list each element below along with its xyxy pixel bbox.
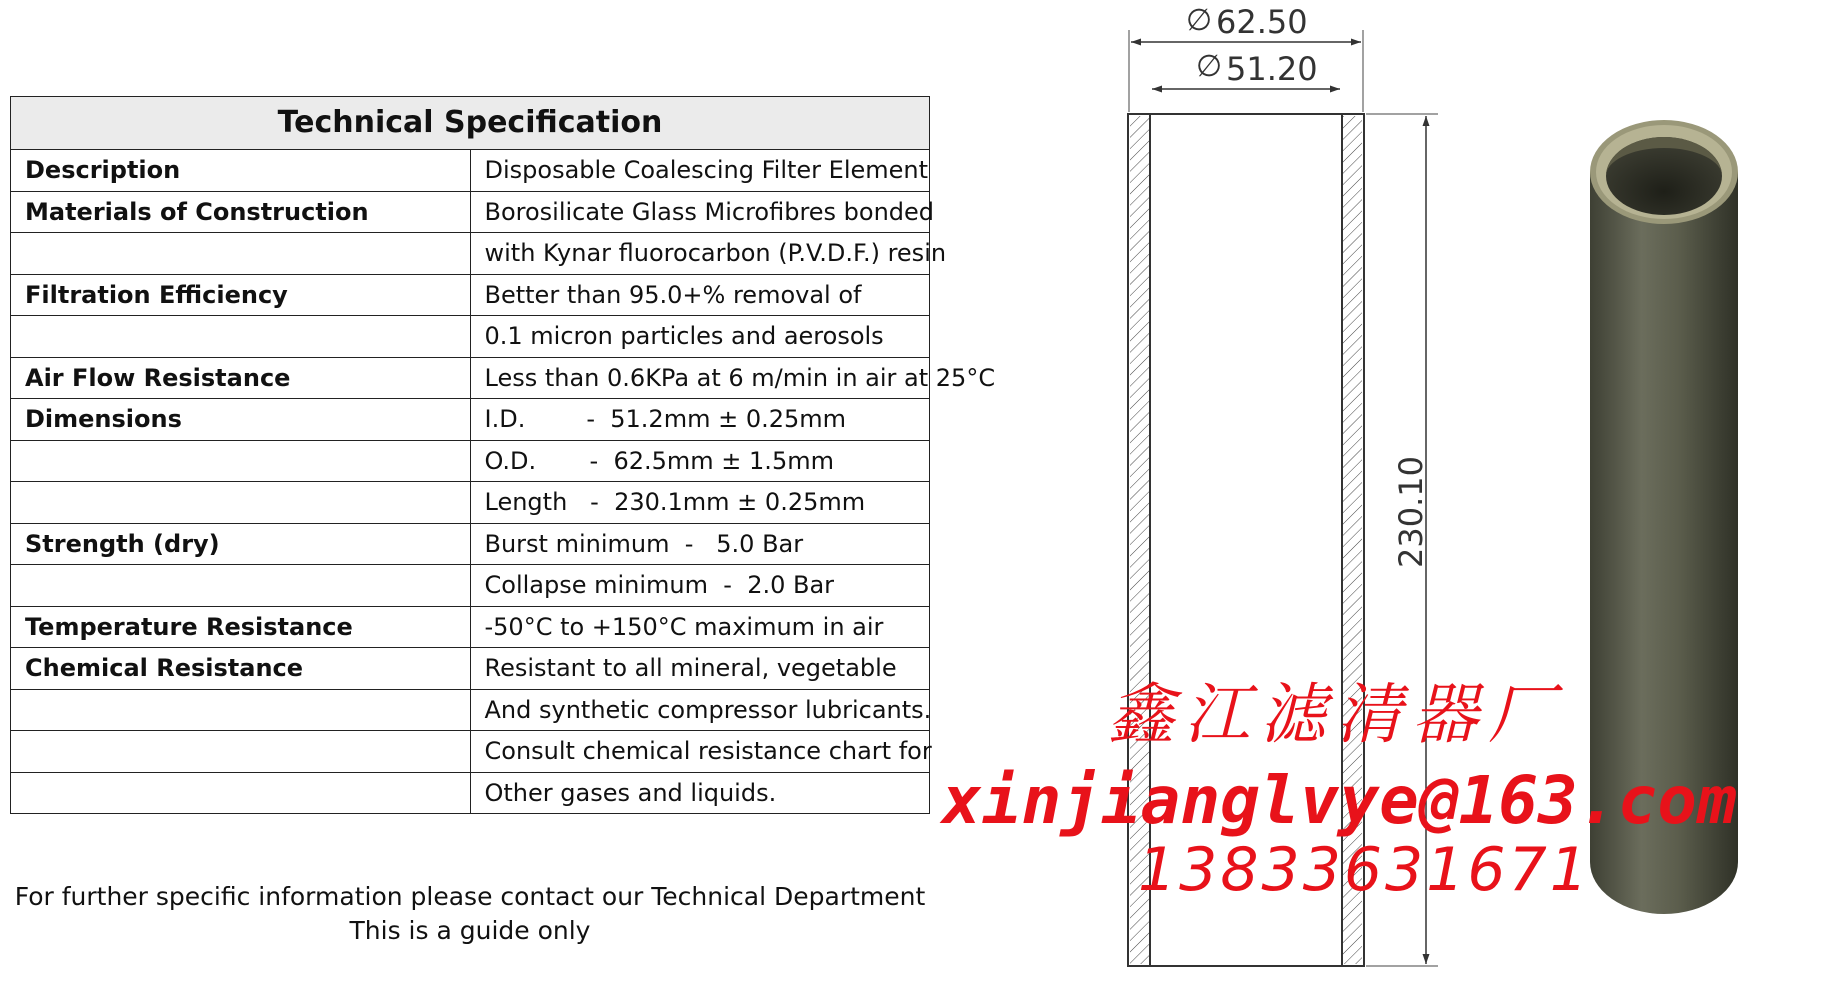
spec-row [11,191,930,233]
spec-row [11,150,930,192]
spec-row-value: Other gases and liquids. [470,772,930,814]
spec-row-label: Filtration Efficiency [11,274,471,316]
spec-row [11,689,930,731]
spec-row [11,523,930,565]
spec-row [11,399,930,441]
spec-row-label [11,689,471,731]
spec-row-label [11,233,471,275]
spec-row-label: Temperature Resistance [11,606,471,648]
spec-row-value: Better than 95.0+% removal of [470,274,930,316]
spec-row-value: Resistant to all mineral, vegetable [470,648,930,690]
spec-body [11,150,996,814]
spec-table [10,96,996,814]
spec-row-value: Less than 0.6KPa at 6 m/min in air at 25°C [470,357,930,399]
id-dimension-label: 51.20 [1226,50,1318,88]
spec-row-label [11,440,471,482]
spec-title-row [11,97,930,150]
spec-row-label [11,482,471,524]
spec-row [11,606,930,648]
spec-row-value: with Kynar fluorocarbon (P.V.D.F.) resin [470,233,930,275]
id-diameter-symbol: ∅ [1196,49,1223,84]
spec-row-label [11,731,471,773]
footer-note [10,880,930,948]
spec-row-label [11,316,471,358]
spec-row [11,648,930,690]
od-dimension-label: 62.50 [1216,3,1308,41]
od-diameter-symbol: ∅ [1186,3,1213,38]
spec-row [11,565,930,607]
watermark-email: xinjianglvye@163.com [942,762,1737,839]
spec-row [11,274,930,316]
spec-row-label: Chemical Resistance [11,648,471,690]
spec-row-label: Materials of Construction [11,191,471,233]
spec-row-value: 0.1 micron particles and aerosols [470,316,930,358]
spec-row [11,233,930,275]
length-dimension-label: 230.10 [1392,456,1430,568]
spec-row [11,316,930,358]
spec-row-value: O.D. - 62.5mm ± 1.5mm [470,440,930,482]
spec-title: Technical Specification [11,97,930,150]
spec-row-label: Description [11,150,471,192]
spec-row [11,482,930,524]
spec-row-value: -50°C to +150°C maximum in air [470,606,930,648]
footer-line-2: This is a guide only [349,916,591,945]
spec-row-label [11,772,471,814]
inner-diameter-dimension [1152,49,1340,89]
spec-row-label: Dimensions [11,399,471,441]
spec-row-value: Length - 230.1mm ± 0.25mm [470,482,930,524]
spec-row-value: Consult chemical resistance chart for [470,731,930,773]
spec-row [11,357,930,399]
spec-row-label: Strength (dry) [11,523,471,565]
spec-row-value: Collapse minimum - 2.0 Bar [470,565,930,607]
watermark-company: 鑫江滤清器厂 [1108,676,1564,753]
spec-row [11,440,930,482]
spec-row [11,772,930,814]
spec-row-value: Burst minimum - 5.0 Bar [470,523,930,565]
spec-row-label: Air Flow Resistance [11,357,471,399]
spec-row-value: And synthetic compressor lubricants. [470,689,930,731]
footer-line-1: For further specific information please contact our Technical Department [14,882,926,911]
spec-row [11,731,930,773]
spec-row-value: Disposable Coalescing Filter Element [470,150,930,192]
watermark-phone: 13833631671 [1138,835,1591,905]
spec-row-value: I.D. - 51.2mm ± 0.25mm [470,399,930,441]
spec-row-label [11,565,471,607]
spec-row-value: Borosilicate Glass Microfibres bonded [470,191,930,233]
